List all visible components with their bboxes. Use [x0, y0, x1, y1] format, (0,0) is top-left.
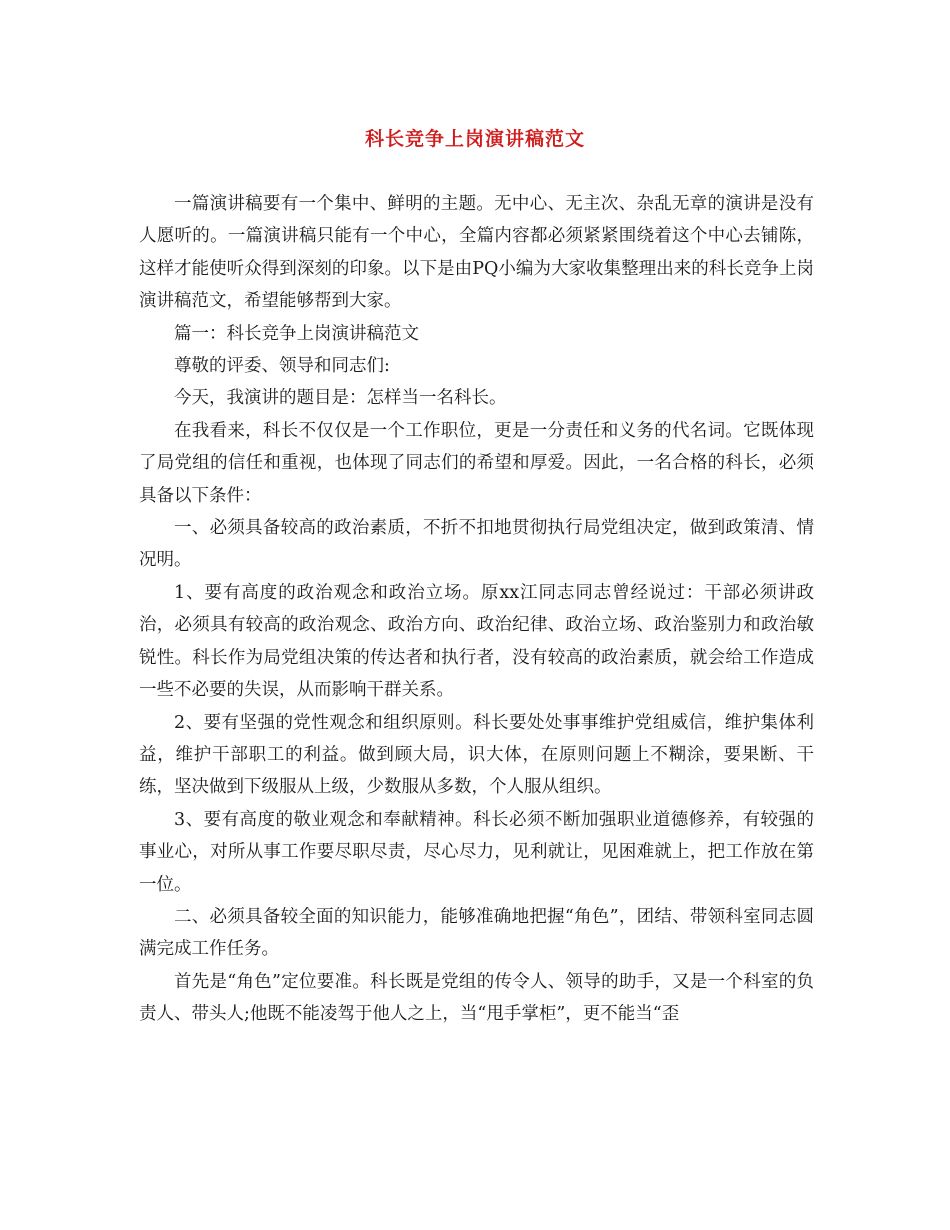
- paragraph: 首先是“角色”定位要准。科长既是党组的传令人、领导的助手，又是一个科室的负责人、带头人;他既不能凌驾于他人之上，当“甩手掌柜”，更不能当“歪: [139, 971, 814, 1025]
- document-title: 科长竞争上岗演讲稿范文: [364, 128, 585, 150]
- paragraph: 一篇演讲稿要有一个集中、鲜明的主题。无中心、无主次、杂乱无章的演讲是没有人愿听的。一篇演讲稿只能有一个中心，全篇内容都必须紧紧围绕着这个中心去铺陈，这样才能使听众得到深刻的印象。以下是由PQ小编为大家收集整理出来的科长竞争上岗演讲稿范文，希望能够帮到大家。: [139, 194, 814, 312]
- paragraph: 3、要有高度的敬业观念和奉献精神。科长必须不断加强职业道德修养，有较强的事业心，对所从事工作要尽职尽责，尽心尽力，见利就让，见困难就上，把工作放在第一位。: [139, 809, 814, 895]
- paragraph: 1、要有高度的政治观念和政治立场。原xx江同志同志曾经说过：干部必须讲政治，必须具有较高的政治观念、政治方向、政治纪律、政治立场、政治鉴别力和政治敏锐性。科长作为局党组决策的传达者和执行者，没有较高的政治素质，就会给工作造成一些不必要的失误，从而影响干群关系。: [139, 582, 814, 701]
- paragraph: 一、必须具备较高的政治素质，不折不扣地贯彻执行局党组决定，做到政策清、情况明。: [139, 518, 814, 571]
- paragraph: 尊敬的评委、领导和同志们:: [174, 356, 390, 377]
- paragraph: 篇一：科长竞争上岗演讲稿范文: [174, 323, 419, 344]
- paragraph: 今天，我演讲的题目是：怎样当一名科长。: [174, 388, 507, 409]
- document-body: [139, 188, 814, 1031]
- paragraph: 二、必须具备较全面的知识能力，能够准确地把握“角色”，团结、带领科室同志圆满完成工作任务。: [139, 906, 814, 960]
- paragraph: 在我看来，科长不仅仅是一个工作职位，更是一分责任和义务的代名词。它既体现了局党组的信任和重视，也体现了同志们的希望和厚爱。因此，一名合格的科长，必须具备以下条件：: [139, 420, 814, 506]
- paragraph: 2、要有坚强的党性观念和组织原则。科长要处处事事维护党组威信，维护集体利益，维护干部职工的利益。做到顾大局，识大体，在原则问题上不糊涂，要果断、干练，坚决做到下级服从上级，少数服从多数，个人服从组织。: [139, 712, 814, 798]
